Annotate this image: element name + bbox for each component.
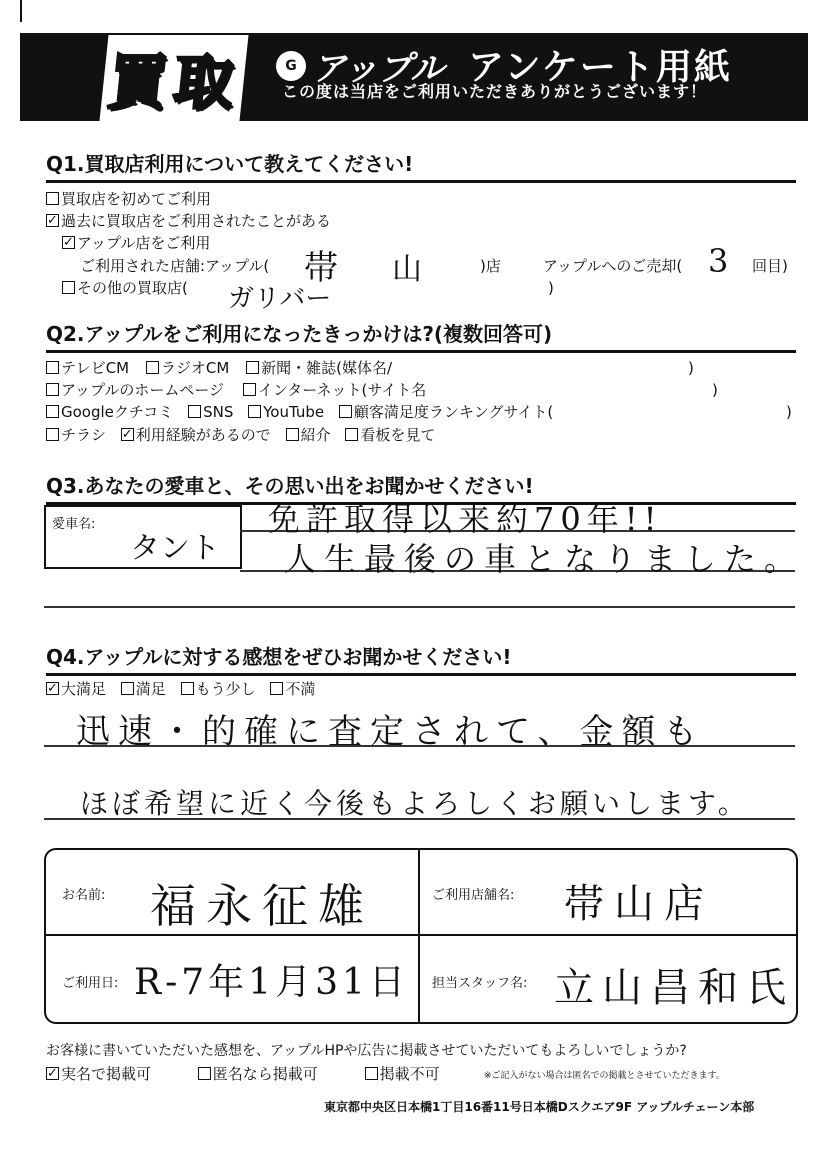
q2-option-signboard[interactable]: 看板を見て [345, 426, 435, 444]
q1-option-first-time[interactable]: 買取店を初めてご利用 [46, 188, 211, 210]
checkbox[interactable] [243, 383, 256, 396]
consent-option-not-allowed[interactable]: 掲載不可 [365, 1065, 440, 1083]
vertical-divider [418, 850, 420, 1022]
q2-option-sns[interactable]: SNS [188, 403, 233, 421]
checkbox[interactable] [270, 682, 283, 695]
checkbox[interactable] [62, 281, 75, 294]
date-label: ご利用日: [62, 976, 119, 991]
q2-option-tv[interactable]: テレビCM [46, 359, 129, 377]
answer-line [44, 745, 795, 747]
store-value[interactable]: 帯山店 [564, 881, 714, 927]
car-name-label: 愛車名: [52, 517, 96, 532]
page-subtitle: この度は当店をご利用いただきありがとうございます！ [282, 82, 708, 101]
q1-store-handwritten-2: 山 [392, 252, 422, 287]
q2-option-experience[interactable]: ✓ 利用経験があるので [121, 426, 271, 444]
checkbox-checked[interactable] [121, 428, 134, 441]
name-label: お名前: [62, 888, 106, 903]
consent-note: ※ご記入がない場合は匿名での掲載とさせていただきます。 [484, 1071, 725, 1081]
q2-row-2 [46, 379, 426, 401]
q2-title: Q2.アップルをご利用になったきっかけは?(複数回答可) [46, 318, 796, 353]
q2-option-newspaper[interactable]: 新聞・雑誌(媒体名/ [246, 359, 392, 377]
q3-memory-line-1: 免許取得以来約70年!! [268, 500, 663, 538]
corner-mark [20, 0, 22, 22]
checkbox[interactable] [248, 405, 261, 418]
q2-option-google[interactable]: Googleクチコミ [46, 403, 173, 421]
checkbox[interactable] [146, 361, 159, 374]
customer-info-box [44, 848, 798, 1024]
q1-option-other-store[interactable]: その他の買取店( [62, 277, 188, 299]
consent-option-real-name[interactable]: ✓実名で掲載可 [46, 1065, 151, 1083]
checkbox-checked[interactable] [46, 682, 59, 695]
footer-address: 東京都中央区日本橋1丁目16番11号日本橋Dスクエア9F アップルチェーン本部 [324, 1100, 755, 1114]
q2-option-youtube[interactable]: YouTube [248, 403, 324, 421]
checkbox[interactable] [46, 428, 59, 441]
checkbox[interactable] [46, 361, 59, 374]
q4-option-very-satisfied[interactable]: ✓大満足 [46, 680, 106, 698]
checkbox[interactable] [46, 192, 59, 205]
checkbox[interactable] [345, 428, 358, 441]
q2-option-flyer[interactable]: チラシ [46, 426, 106, 444]
q2-paren-close: ) [786, 403, 792, 421]
checkbox[interactable] [365, 1067, 378, 1080]
consent-question: お客様に書いていただいた感想を、アップルHPや広告に掲載させていただいてもよろしいでしょうか? [46, 1043, 687, 1059]
q4-option-dissatisfied[interactable]: 不満 [270, 680, 315, 698]
consent-row [46, 1063, 440, 1085]
checkbox-checked[interactable] [46, 1067, 59, 1080]
q4-comment-line-1: 迅速・的確に査定されて、金額も [76, 712, 706, 752]
q3-title: Q3.あなたの愛車と、その思い出をお聞かせください! [46, 470, 796, 505]
checkbox[interactable] [188, 405, 201, 418]
staff-value[interactable]: 立山昌和氏 [554, 965, 794, 1011]
q4-satisfaction-row [46, 678, 315, 700]
checkbox-checked[interactable] [62, 236, 75, 249]
q4-option-slightly[interactable]: もう少し [181, 680, 256, 698]
q1-option-apple-store[interactable]: ✓アップル店をご利用 [62, 232, 210, 254]
kaitori-logo: 買取 [104, 35, 250, 121]
checkbox[interactable] [286, 428, 299, 441]
checkbox[interactable] [198, 1067, 211, 1080]
consent-option-anonymous[interactable]: 匿名なら掲載可 [198, 1065, 318, 1083]
q1-option-used-before[interactable]: ✓過去に買取店をご利用されたことがある [46, 210, 331, 232]
checkbox[interactable] [339, 405, 352, 418]
q1-other-close: ) [548, 279, 554, 297]
checkbox-checked[interactable] [46, 214, 59, 227]
q2-row-3 [46, 401, 553, 423]
header-banner [20, 33, 808, 121]
q2-option-ranking[interactable]: 顧客満足度ランキングサイト( [339, 403, 553, 421]
q3-memory-line-2: 人生最後の車となりました。 [284, 540, 805, 578]
q1-store-suffix: )店 [480, 257, 501, 275]
q1-title: Q1.買取店利用について教えてください! [46, 148, 796, 183]
q1-other-store-value: ガリバー [228, 284, 332, 314]
checkbox[interactable] [181, 682, 194, 695]
q4-title: Q4.アップルに対する感想をぜひお聞かせください! [46, 641, 796, 676]
q4-comment-line-2: ほぼ希望に近く今後もよろしくお願いします。 [80, 787, 750, 820]
q2-option-internet[interactable]: インターネット(サイト名 [243, 381, 426, 399]
date-value[interactable]: R-7年1月31日 [134, 962, 409, 1003]
answer-line [44, 606, 795, 608]
q2-option-homepage[interactable]: アップルのホームページ [46, 381, 224, 399]
name-value[interactable]: 福永征雄 [150, 879, 374, 933]
q1-store-name-label: ご利用された店舗:アップル( [80, 257, 270, 275]
q2-row-1 [46, 357, 392, 379]
checkbox[interactable] [46, 405, 59, 418]
checkbox[interactable] [121, 682, 134, 695]
staff-label: 担当スタッフ名: [432, 976, 528, 991]
q1-count-suffix: 回目) [752, 257, 788, 275]
car-name-value: タント [130, 531, 220, 566]
q2-paren-close: ) [712, 381, 718, 399]
answer-line [44, 818, 795, 820]
q2-option-referral[interactable]: 紹介 [286, 426, 331, 444]
checkbox[interactable] [46, 383, 59, 396]
checkbox[interactable] [246, 361, 259, 374]
car-name-box[interactable] [44, 505, 242, 569]
page-title: アンケート用紙 [468, 47, 732, 88]
q1-count-value: 3 [708, 242, 729, 280]
q2-option-radio[interactable]: ラジオCM [146, 359, 229, 377]
q1-store-handwritten-1: 帯 [304, 248, 338, 288]
store-label: ご利用店舗名: [432, 888, 515, 903]
q2-paren-close: ) [688, 359, 694, 377]
q4-option-satisfied[interactable]: 満足 [121, 680, 166, 698]
apple-logo-text: アップル [312, 49, 445, 89]
q1-count-label: アップルへのご売却( [543, 257, 683, 275]
apple-logo-mark: G [276, 51, 306, 81]
q2-row-4 [46, 424, 435, 446]
